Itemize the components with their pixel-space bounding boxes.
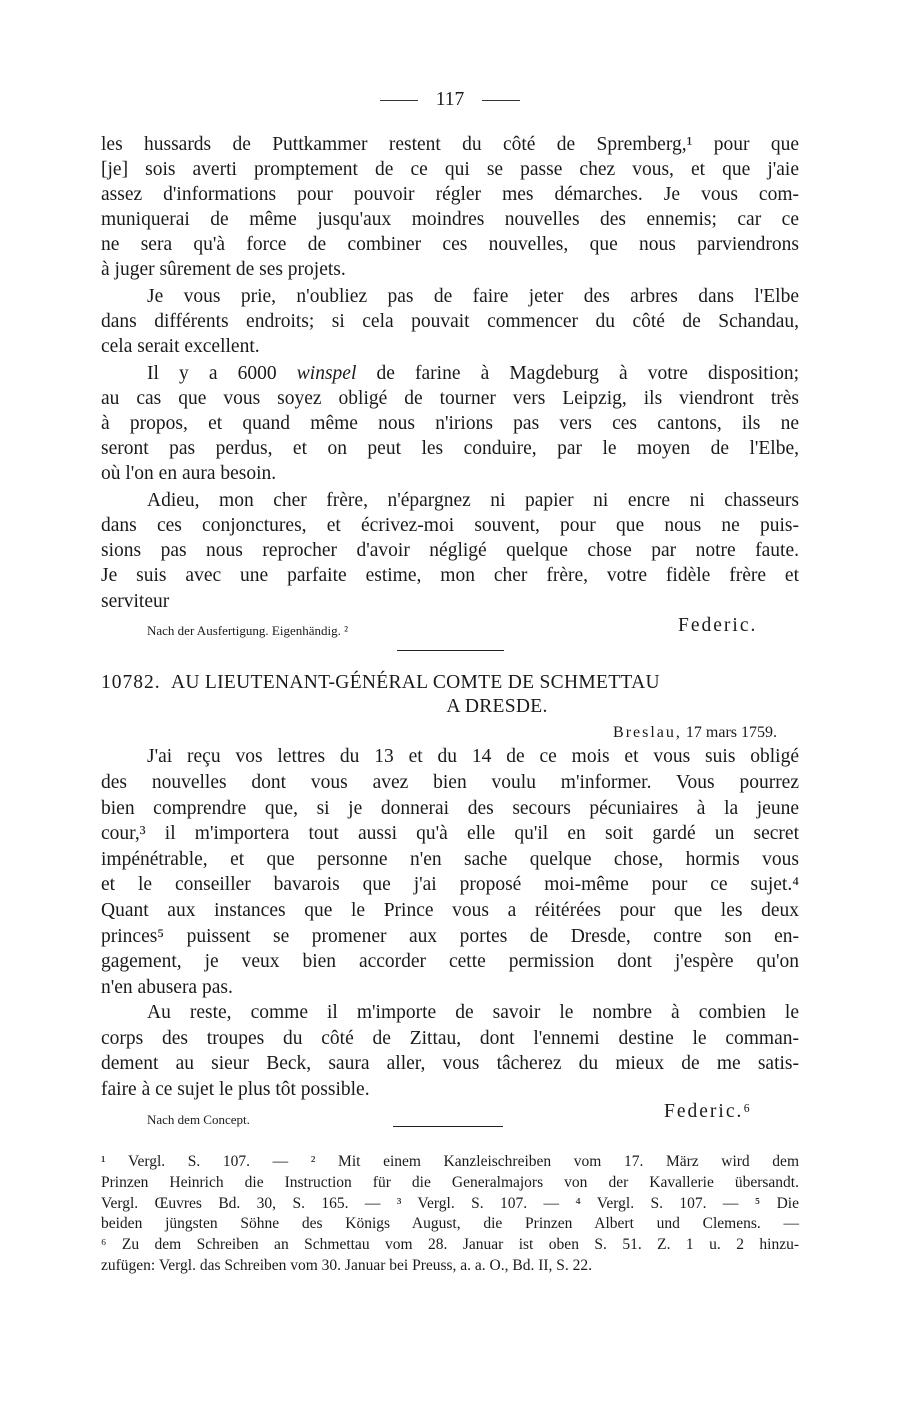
letter-heading-line1 bbox=[101, 671, 799, 695]
text-line: sions pas nous reprocher d'avoir négligé quelque chose par notre faute. bbox=[101, 540, 799, 561]
text-line: impénétrable, et que personne n'en sache quelque chose, hormis vous bbox=[101, 849, 799, 870]
footnote-line: zufügen: Vergl. das Schreiben vom 30. Januar bei Preuss, a. a. O., Bd. II, S. 22. bbox=[101, 1257, 593, 1274]
text-line: princes⁵ puissent se promener aux portes de Dresde, contre son en- bbox=[101, 926, 799, 947]
separator-rule-short bbox=[393, 1126, 503, 1127]
text-line: Quant aux instances que le Prince vous a réitérées pour que les deux bbox=[101, 900, 799, 921]
footnote-line: Vergl. Œuvres Bd. 30, S. 165. — ³ Vergl. S. 107. — ⁴ Vergl. S. 107. — ⁵ Die bbox=[101, 1195, 799, 1212]
text-line: à juger sûrement de ses projets. bbox=[101, 259, 346, 280]
text-line-winspel-content: Il y a 6000 winspel de farine à Magdeburg à votre disposition; bbox=[147, 363, 799, 384]
text-line: corps des troupes du côté de Zittau, dont l'ennemi destine le comman- bbox=[101, 1028, 799, 1049]
signature-2: Federic.⁶ bbox=[664, 1101, 753, 1122]
page-number bbox=[0, 88, 900, 112]
text-line: n'en abusera pas. bbox=[101, 977, 233, 998]
letter-recipient: AU LIEUTENANT-GÉNÉRAL COMTE DE SCHMETTAU bbox=[170, 672, 660, 693]
source-note-2: Nach dem Concept. bbox=[147, 1112, 250, 1127]
text-line: dans différents endroits; si cela pouvait commencer du côté de Schandau, bbox=[101, 311, 799, 332]
text-line: et le conseiller bavarois que j'ai proposé moi-même pour ce sujet.⁴ bbox=[101, 874, 799, 895]
text-line: dans ces conjonctures, et écrivez-moi souvent, pour que nous ne puis- bbox=[101, 515, 799, 536]
text-line-winspel bbox=[147, 362, 799, 386]
text-line: cela serait excellent. bbox=[101, 336, 260, 357]
text-line: seront pas perdus, et on peut les conduire, par le moyen de l'Elbe, bbox=[101, 438, 799, 459]
text-line: à propos, et quand même nous n'irions pas vers ces cantons, ils ne bbox=[101, 413, 799, 434]
separator-rule bbox=[397, 650, 504, 651]
letter-place: Breslau, bbox=[613, 724, 682, 741]
text-line: muniquerai de même jusqu'aux moindres nouvelles des ennemis; car ce bbox=[101, 209, 799, 230]
text-line: gagement, je veux bien accorder cette permission dont j'espère qu'on bbox=[101, 951, 799, 972]
text-line: assez d'informations pour pouvoir régler mes démarches. Je vous com- bbox=[101, 184, 799, 205]
text-line: où l'on en aura besoin. bbox=[101, 463, 277, 484]
letter-number: 10782. bbox=[101, 672, 161, 693]
footnote-line: beiden jüngsten Söhne des Königs August, die Prinzen Albert und Clemens. — bbox=[101, 1215, 799, 1232]
text-line: Je suis avec une parfaite estime, mon cher frère, votre fidèle frère et bbox=[101, 565, 799, 586]
text-line: Adieu, mon cher frère, n'épargnez ni papier ni encre ni chasseurs bbox=[147, 490, 799, 511]
letter-heading-line2: A DRESDE. bbox=[446, 696, 548, 717]
footnote-line: ¹ Vergl. S. 107. — ² Mit einem Kanzleischreiben vom 17. März wird dem bbox=[101, 1153, 799, 1170]
signature-1: Federic. bbox=[678, 615, 758, 636]
text-line: J'ai reçu vos lettres du 13 et du 14 de ce mois et vous suis obligé bbox=[147, 746, 799, 767]
text-line: dement au sieur Beck, saura aller, vous tâcherez du mieux de me satis- bbox=[101, 1053, 799, 1074]
text-line: les hussards de Puttkammer restent du côté de Spremberg,¹ pour que bbox=[101, 134, 799, 155]
text-line: faire à ce sujet le plus tôt possible. bbox=[101, 1079, 370, 1100]
text-line: serviteur bbox=[101, 591, 170, 612]
text-line: Je vous prie, n'oubliez pas de faire jeter des arbres dans l'Elbe bbox=[147, 286, 799, 307]
text-line: au cas que vous soyez obligé de tourner vers Leipzig, ils viendront très bbox=[101, 388, 799, 409]
letter-date: 17 mars 1759. bbox=[685, 724, 777, 741]
dash-right bbox=[482, 100, 520, 101]
text-line: Au reste, comme il m'importe de savoir le nombre à combien le bbox=[147, 1002, 799, 1023]
text-line: bien comprendre que, si je donnerai des secours pécuniaires à la jeune bbox=[101, 798, 799, 819]
place-date bbox=[101, 721, 777, 745]
page-number-text: 117 bbox=[435, 89, 465, 110]
text-line: ne sera qu'à force de combiner ces nouvelles, que nous parviendrons bbox=[101, 234, 799, 255]
winspel-italic: winspel bbox=[296, 363, 357, 384]
footnote-line: ⁶ Zu dem Schreiben an Schmettau vom 28. Januar ist oben S. 51. Z. 1 u. 2 hinzu- bbox=[101, 1236, 799, 1253]
dash-left bbox=[380, 100, 418, 101]
text-line: cour,³ il m'importera tout aussi qu'à elle qu'il en soit gardé un secret bbox=[101, 823, 799, 844]
text-line: des nouvelles dont vous avez bien voulu m'informer. Vous pourrez bbox=[101, 772, 799, 793]
source-note-1: Nach der Ausfertigung. Eigenhändig. ² bbox=[147, 623, 349, 638]
text-line: [je] sois averti promptement de ce qui se passe chez vous, et que j'aie bbox=[101, 159, 799, 180]
footnote-line: Prinzen Heinrich die Instruction für die Generalmajors von der Kavallerie übersandt. bbox=[101, 1174, 799, 1191]
